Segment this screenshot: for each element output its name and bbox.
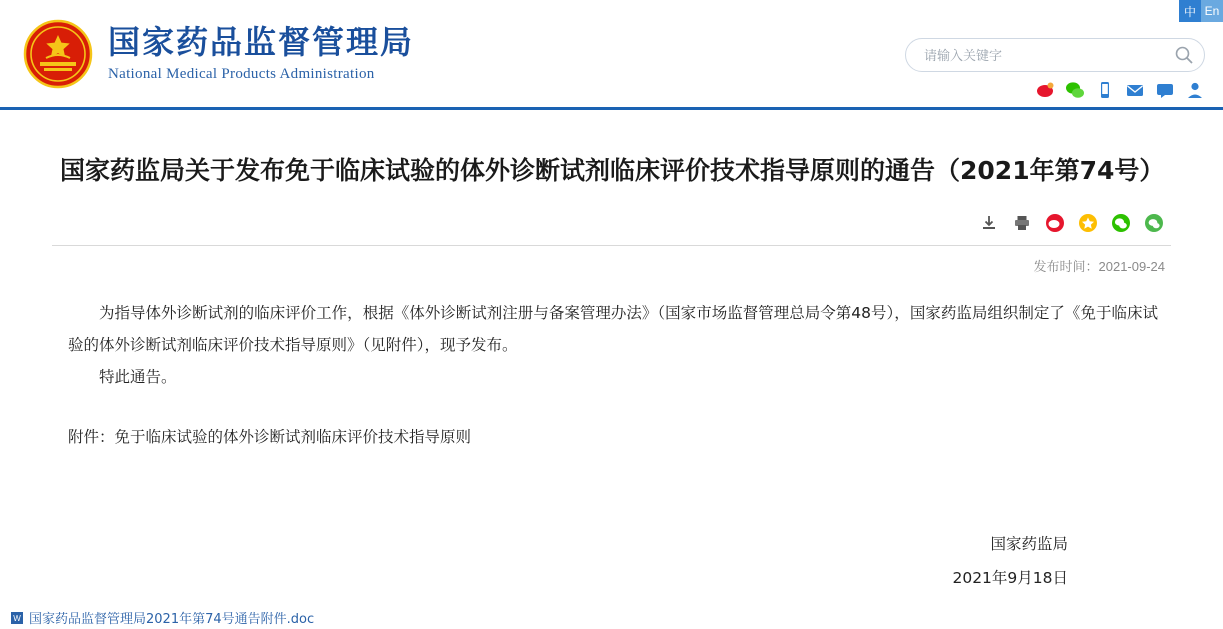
social-links[interactable] [1035,80,1205,100]
site-title-block [108,22,414,83]
share-qzone-icon[interactable] [1077,212,1099,234]
language-switcher[interactable] [1179,0,1223,22]
mobile-icon[interactable] [1095,80,1115,100]
attachment-file-name: 国家药品监督管理局2021年第74号通告附件.doc [29,612,315,627]
wechat-icon[interactable] [1065,80,1085,100]
site-header [0,0,1223,110]
publish-date: 2021-09-24 [1098,259,1165,274]
paragraph-2: 特此通告。 [99,368,177,386]
article-toolbar [52,212,1171,246]
publish-label: 发布时间： [1033,259,1099,274]
doc-file-icon [10,611,24,625]
search-box[interactable] [905,38,1205,72]
print-icon[interactable] [1011,212,1033,234]
share-more-icon[interactable] [1143,212,1165,234]
article-body [68,297,1158,595]
org-name-en: National Medical Products Administration [108,66,375,82]
message-icon[interactable] [1155,80,1175,100]
download-icon[interactable] [978,212,1000,234]
publish-info [0,256,1165,275]
search-input[interactable] [906,48,1164,63]
paragraph-1: 为指导体外诊断试剂的临床评价工作，根据《体外诊断试剂注册与备案管理办法》（国家市场监督管理总局令第48号），国家药监局组织制定了《免于临床试验的体外诊断试剂临床评价技术指导原则》（见附件），现予发布。 [68,304,1158,354]
attachment-line[interactable]: 附件：免于临床试验的体外诊断试剂临床评价技术指导原则 [68,428,472,446]
share-wechat-icon[interactable] [1110,212,1132,234]
lang-en-button[interactable]: En [1201,0,1223,22]
page-title: 国家药监局关于发布免于临床试验的体外诊断试剂临床评价技术指导原则的通告（2021年第74号） [60,156,1165,185]
article [0,152,1223,627]
mail-icon[interactable] [1125,80,1145,100]
share-weibo-icon[interactable] [1044,212,1066,234]
search-icon [1174,45,1194,65]
signoff-org: 国家药监局 [990,535,1068,553]
search-button[interactable] [1164,39,1204,71]
lang-cn-button[interactable]: 中 [1179,0,1201,22]
org-name-cn: 国家药品监督管理局 [108,23,415,61]
signoff-date: 2021年9月18日 [952,569,1068,587]
national-emblem-icon [22,18,94,90]
svg-text:W: W [13,613,21,623]
weibo-icon[interactable] [1035,80,1055,100]
attachment-file-link[interactable] [10,608,314,627]
user-icon[interactable] [1185,80,1205,100]
signoff [68,527,1158,595]
